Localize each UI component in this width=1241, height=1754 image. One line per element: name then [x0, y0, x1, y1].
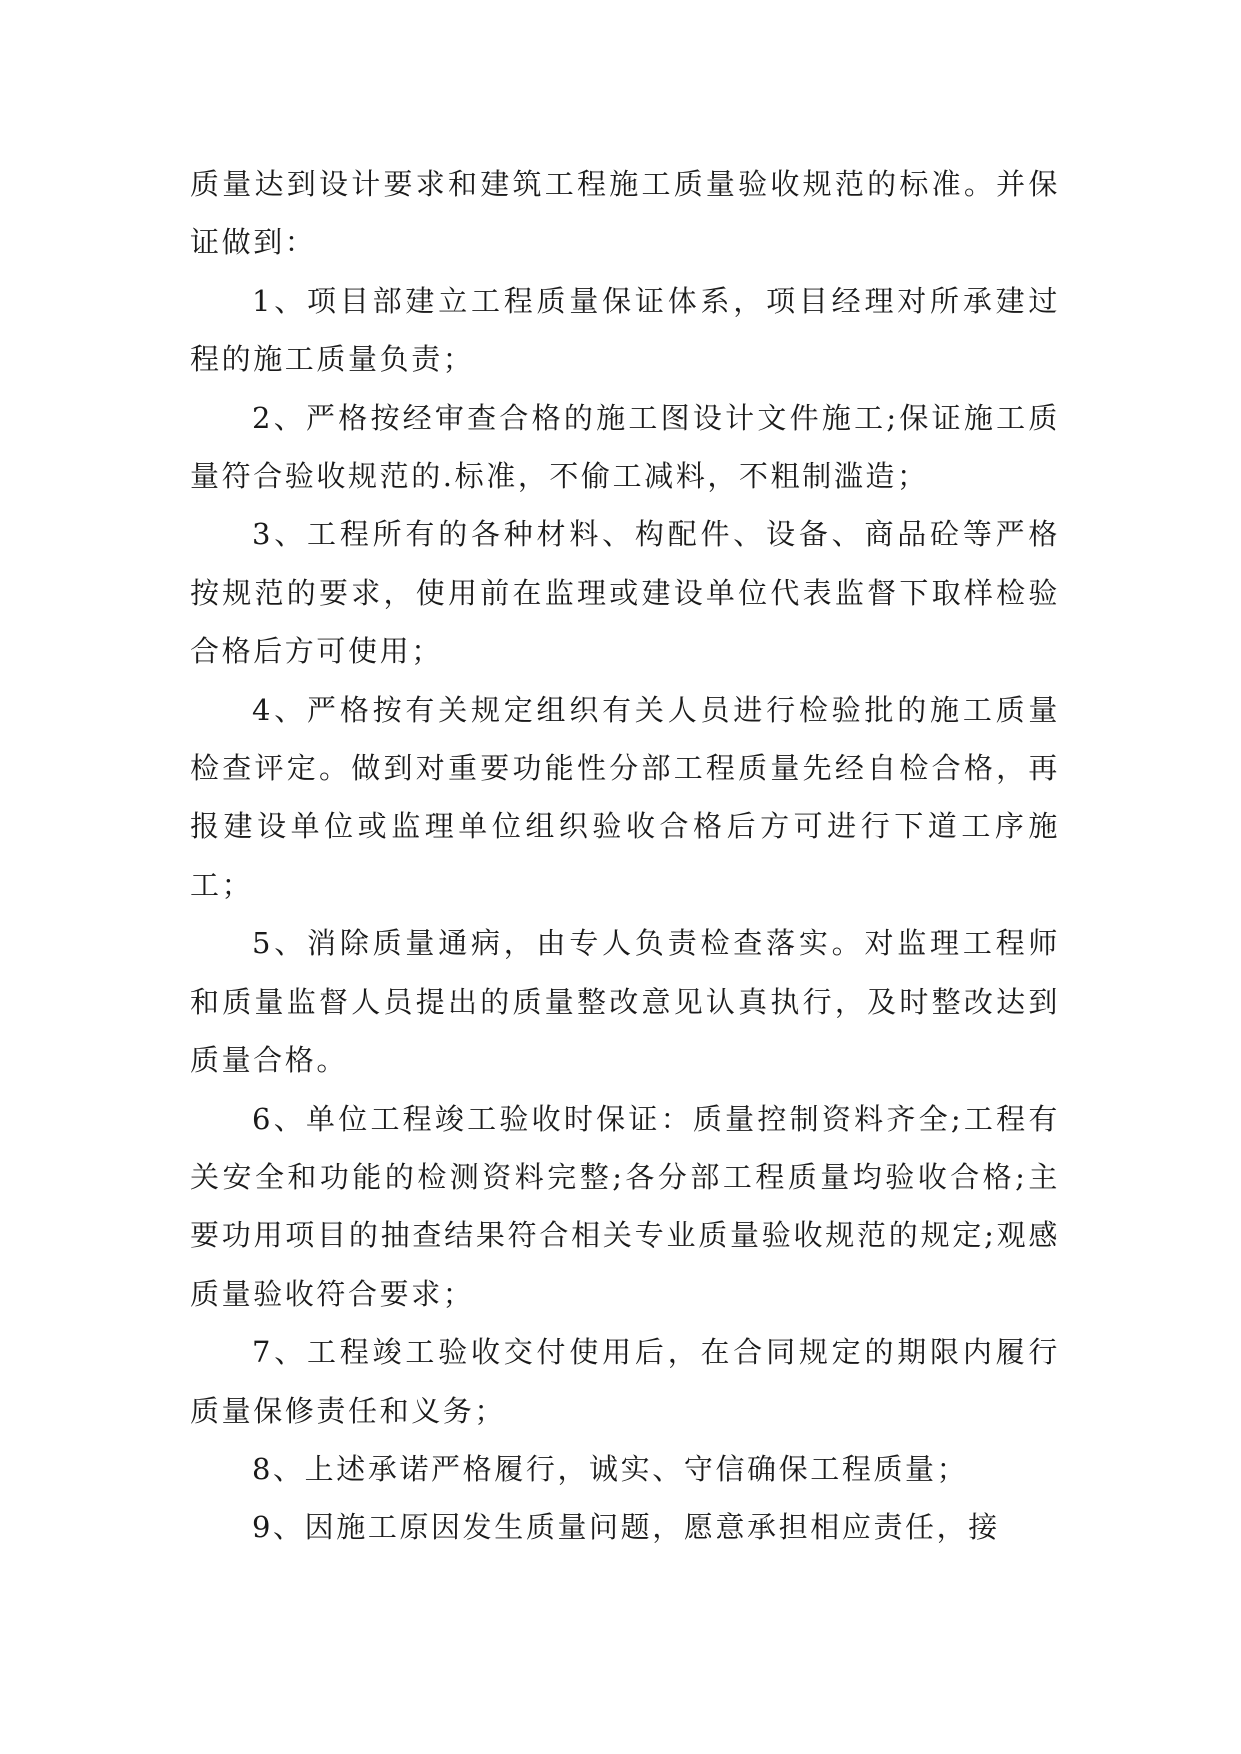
paragraph-item-7: 7、工程竣工验收交付使用后，在合同规定的期限内履行质量保修责任和义务；	[190, 1335, 1060, 1428]
paragraph-item-1: 1、项目部建立工程质量保证体系，项目经理对所承建过程的施工质量负责；	[190, 283, 1060, 377]
paragraph-intro: 质量达到设计要求和建筑工程施工质量验收规范的标准。并保证做到：	[190, 167, 1060, 260]
paragraph-item-5: 5、消除质量通病，由专人负责检查落实。对监理工程师和质量监督人员提出的质量整改意见认真执行，及时整改达到质量合格。	[190, 926, 1060, 1078]
paragraph-item-8: 8、上述承诺严格履行，诚实、守信确保工程质量；	[252, 1451, 969, 1486]
paragraph-item-3: 3、工程所有的各种材料、构配件、设备、商品砼等严格按规范的要求，使用前在监理或建设单位代表监督下取样检验合格后方可使用；	[190, 517, 1060, 669]
paragraph-item-4: 4、严格按有关规定组织有关人员进行检验批的施工质量检查评定。做到对重要功能性分部工程质量先经自检合格，再报建设单位或监理单位组织验收合格后方可进行下道工序施工；	[190, 692, 1060, 902]
paragraph-item-6: 6、单位工程竣工验收时保证：质量控制资料齐全;工程有关安全和功能的检测资料完整;各分部工程质量均验收合格;主要功用项目的抽查结果符合相关专业质量验收规范的规定;观感质量验收符合要求；	[190, 1101, 1060, 1311]
document-body	[190, 155, 1060, 1557]
paragraph-item-9: 9、因施工原因发生质量问题，愿意承担相应责任，接	[252, 1510, 1000, 1545]
paragraph-item-2: 2、严格按经审查合格的施工图设计文件施工;保证施工质量符合验收规范的.标准，不偷工减料，不粗制滥造；	[190, 400, 1060, 494]
